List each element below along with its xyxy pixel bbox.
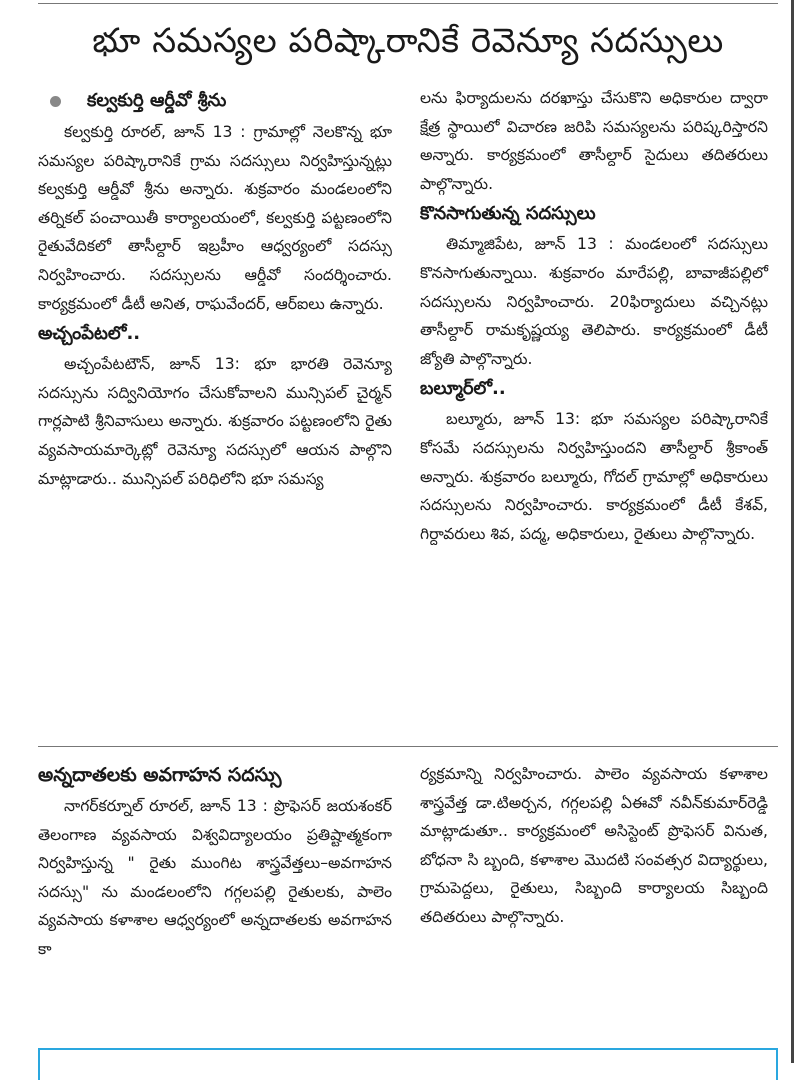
section-divider [38,746,778,747]
column-left-bottom [38,758,392,964]
byline [38,84,392,118]
subhead-achampet: అచ్చంపేటలో.. [38,323,141,345]
paragraph-balmoor: బల్మూరు, జూన్ 13: భూ సమస్యల పరిష్కారానికే కోసమే సదస్సులను నిర్వహిస్తుందని తాసీల్దార్ శ్రీకాంత్ అన్నారు. శుక్రవారం బల్మూరు, గోదల్ గ్రామాల్లో అధికారులు సదస్సులను నిర్వహించారు. కార్యక్రమంలో డీటీ కేశవ్, గిర్దావరులు శివ, పద్మ, అధికారులు, రైతులు పాల్గొన్నారు. [420,410,768,543]
column-right-bottom [420,760,768,932]
section-headline-farmers: అన్నదాతలకు అవగాహన సదస్సు [38,764,282,786]
subhead-balmoor: బల్మూర్‌లో.. [420,378,506,400]
page-edge [791,0,794,1063]
paragraph-achampet: అచ్చంపేటటౌన్, జూన్ 13: భూ భారతి రెవెన్యూ సదస్సును సద్వినియోగం చేసుకోవాలని మున్సిపల్ చైర్మన్ గార్లపాటి శ్రీనివాసులు అన్నారు. శుక్రవారం పట్టణంలోని రైతు వ్యవసాయమార్కెట్లో రెవెన్యూ సదస్సులో ఆయన పాల్గొని మాట్లాడారు.. మున్సిపల్ పరిధిలోని భూ సమస్య [38,355,392,488]
paragraph-farmers-continued: ర్యక్రమాన్ని నిర్వహించారు. పాలెం వ్యవసాయ కళాశాల శాస్త్రవేత్త డా.టిఅర్చన, గగ్గలపల్లి ఏఈవో నవీన్‌కుమార్‌రెడ్డి మాట్లాడుతూ.. కార్యక్రమంలో అసిస్టెంట్ ప్రొఫెసర్ వినుత, బోధనా సి బ్బంది, కళాశాల మొదటి సంవత్సర విద్యార్థులు, గ్రామపెద్దలు, రైతులు, సిబ్బంది కార్యాలయ సిబ్బంది తదితరులు పాల్గొన్నారు. [420,765,768,926]
column-left-top [38,84,392,493]
article-headline: భూ సమస్యల పరిష్కారానికే రెవెన్యూ సదస్సులు [92,21,724,61]
bullet-icon [50,96,61,107]
column-right-top [420,84,768,548]
subhead-continuing-meetings: కొనసాగుతున్న సదస్సులు [420,203,596,225]
paragraph-timmajipet: తిమ్మాజిపేట, జూన్ 13 : మండలంలో సదస్సులు కొనసాగుతున్నాయి. శుక్రవారం మారేపల్లి, బావాజీపల్లిలో సదస్సులను నిర్వహించారు. 20ఫిర్యాదులు వచ్చినట్లు తాసీల్దార్ రామకృష్ణయ్య తెలిపారు. కార్యక్రమంలో డీటీ జ్యోతి పాల్గొన్నారు. [420,235,768,368]
paragraph-continued: లను ఫిర్యాదులను దరఖాస్తు చేసుకొని అధికారుల ద్వారా క్షేత్ర స్థాయిలో విచారణ జరిపి సమస్యలను పరిష్కరిస్తారని అన్నారు. కార్యక్రమంలో తాసీల్దార్ సైదులు తదితరులు పాల్గొన్నారు. [420,89,768,193]
byline-text: కల్వకుర్తి ఆర్డీవో శ్రీను [87,90,227,111]
paragraph-kalwakurthy: కల్వకుర్తి రూరల్, జూన్ 13 : గ్రామాల్లో నెలకొన్న భూ సమస్యల పరిష్కారానికే గ్రామ సదస్సులు నిర్వహిస్తున్నట్లు కల్వకుర్తి ఆర్డీవో శ్రీను అన్నారు. శుక్రవారం మండలంలోని తర్నికల్ పంచాయితీ కార్యాలయంలో, కల్వకుర్తి పట్టణంలోని రైతువేదికలో తాసీల్దార్ ఇబ్రహీం ఆధ్వర్యంలో సదస్సు నిర్వహించారు. సదస్సులను ఆర్డీవో సందర్శించారు. కార్యక్రమంలో డీటీ అనిత, రాఘవేందర్, ఆర్ఐలు ఉన్నారు. [38,123,392,313]
bottom-box-border [38,1048,778,1080]
top-rule [38,3,778,4]
paragraph-nagarkurnool: నాగర్‌కర్నూల్ రూరల్, జూన్ 13 : ప్రొఫెసర్ జయశంకర్ తెలంగాణ వ్యవసాయ విశ్వవిద్యాలయం ప్రతిష్టాత్మకంగా నిర్వహిస్తున్న " రైతు ముంగిట శాస్త్రవేత్తలు–అవగాహన సదస్సు" ను మండలంలోని గగ్గలపల్లి రైతులకు, పాలెం వ్యవసాయ కళాశాల ఆధ్వర్యంలో అన్నదాతలకు అవగాహన కా [38,797,392,958]
